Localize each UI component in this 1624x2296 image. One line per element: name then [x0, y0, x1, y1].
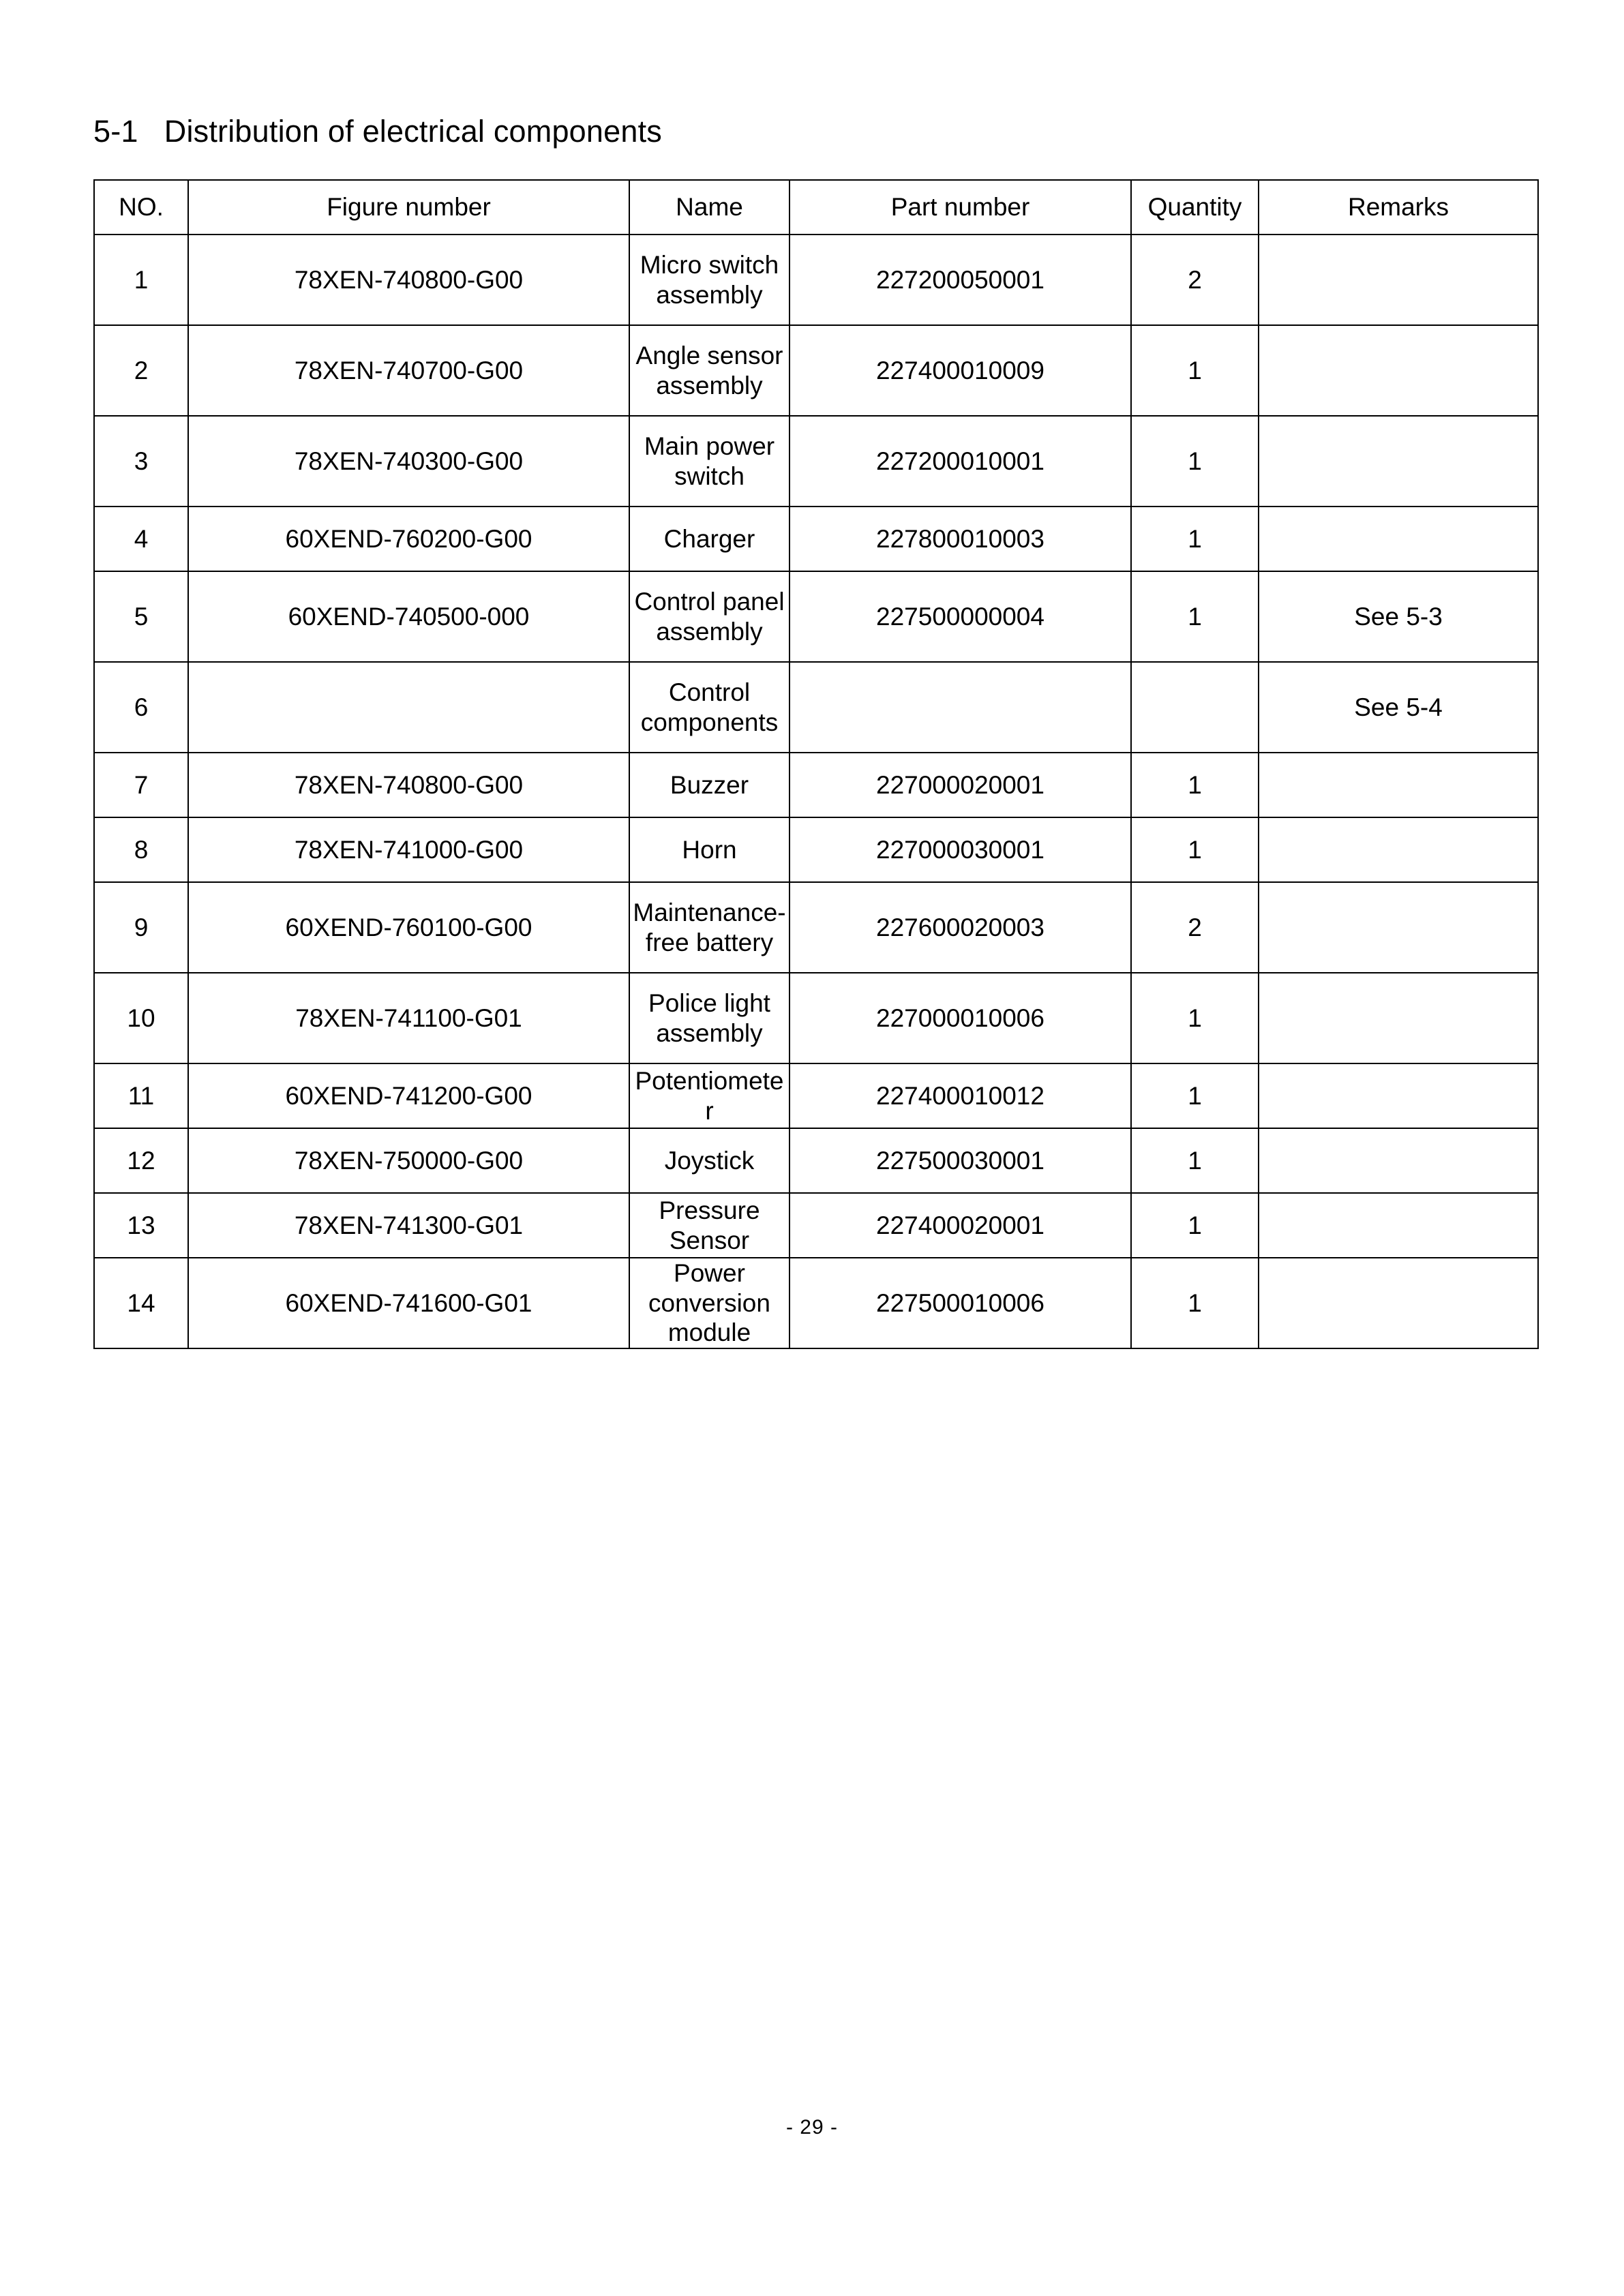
cell-part-number: 227000030001 [790, 817, 1131, 882]
cell-quantity: 1 [1131, 1063, 1259, 1128]
cell-figure: 78XEN-740700-G00 [188, 325, 629, 416]
cell-remarks [1259, 1063, 1538, 1128]
table-row [94, 1258, 1538, 1348]
cell-quantity: 2 [1131, 235, 1259, 325]
table-row [94, 416, 1538, 507]
cell-figure [188, 662, 629, 753]
cell-quantity: 1 [1131, 1258, 1259, 1348]
column-header-no: NO. [94, 180, 188, 235]
cell-figure: 60XEND-741200-G00 [188, 1063, 629, 1128]
cell-figure: 60XEND-741600-G01 [188, 1258, 629, 1348]
column-header-quantity: Quantity [1131, 180, 1259, 235]
table-header [94, 180, 1538, 235]
column-header-figure-number: Figure number [188, 180, 629, 235]
cell-no: 2 [94, 325, 188, 416]
cell-figure: 78XEN-740800-G00 [188, 235, 629, 325]
table-row [94, 753, 1538, 817]
cell-name: Angle sensor assembly [629, 325, 790, 416]
table-header-row [94, 180, 1538, 235]
cell-no: 6 [94, 662, 188, 753]
cell-figure: 78XEN-740300-G00 [188, 416, 629, 507]
table-row [94, 882, 1538, 973]
cell-remarks [1259, 973, 1538, 1063]
cell-name: Horn [629, 817, 790, 882]
electrical-components-table [93, 179, 1539, 1349]
page-title: 5-1 Distribution of electrical components [93, 114, 662, 149]
cell-name: Buzzer [629, 753, 790, 817]
cell-quantity: 1 [1131, 416, 1259, 507]
page-number: - 29 - [785, 2116, 839, 2139]
cell-name: Potentiometer [629, 1063, 790, 1128]
cell-no: 7 [94, 753, 188, 817]
cell-part-number: 227000020001 [790, 753, 1131, 817]
cell-figure: 78XEN-741100-G01 [188, 973, 629, 1063]
cell-part-number: 227400010012 [790, 1063, 1131, 1128]
cell-remarks [1259, 1193, 1538, 1258]
table-body [94, 235, 1538, 1348]
cell-remarks [1259, 235, 1538, 325]
cell-remarks [1259, 882, 1538, 973]
cell-name: Police light assembly [629, 973, 790, 1063]
table-row [94, 817, 1538, 882]
table-row [94, 235, 1538, 325]
cell-remarks [1259, 753, 1538, 817]
cell-name: Maintenance-free battery [629, 882, 790, 973]
cell-no: 1 [94, 235, 188, 325]
cell-quantity: 1 [1131, 507, 1259, 571]
cell-remarks: See 5-4 [1259, 662, 1538, 753]
table-row [94, 571, 1538, 662]
cell-figure: 78XEN-741000-G00 [188, 817, 629, 882]
column-header-remarks: Remarks [1259, 180, 1538, 235]
cell-quantity: 1 [1131, 571, 1259, 662]
cell-remarks [1259, 507, 1538, 571]
cell-part-number: 227400020001 [790, 1193, 1131, 1258]
cell-part-number: 227500030001 [790, 1128, 1131, 1193]
cell-remarks [1259, 817, 1538, 882]
cell-no: 3 [94, 416, 188, 507]
cell-figure: 78XEN-740800-G00 [188, 753, 629, 817]
cell-remarks: See 5-3 [1259, 571, 1538, 662]
cell-no: 5 [94, 571, 188, 662]
table-row [94, 1063, 1538, 1128]
cell-remarks [1259, 325, 1538, 416]
table-row [94, 1128, 1538, 1193]
cell-no: 14 [94, 1258, 188, 1348]
cell-no: 9 [94, 882, 188, 973]
cell-part-number: 227200010001 [790, 416, 1131, 507]
cell-name: Micro switch assembly [629, 235, 790, 325]
column-header-part-number: Part number [790, 180, 1131, 235]
cell-no: 8 [94, 817, 188, 882]
cell-name: Power conversion module [629, 1258, 790, 1348]
cell-quantity: 1 [1131, 753, 1259, 817]
cell-part-number: 227600020003 [790, 882, 1131, 973]
cell-remarks [1259, 1258, 1538, 1348]
cell-name: Pressure Sensor [629, 1193, 790, 1258]
cell-figure: 78XEN-741300-G01 [188, 1193, 629, 1258]
cell-part-number: 227200050001 [790, 235, 1131, 325]
cell-quantity: 1 [1131, 1193, 1259, 1258]
cell-no: 11 [94, 1063, 188, 1128]
cell-name: Control components [629, 662, 790, 753]
table-row [94, 507, 1538, 571]
cell-part-number: 227500000004 [790, 571, 1131, 662]
cell-figure: 60XEND-740500-000 [188, 571, 629, 662]
cell-part-number: 227500010006 [790, 1258, 1131, 1348]
cell-no: 13 [94, 1193, 188, 1258]
table-row [94, 973, 1538, 1063]
cell-quantity [1131, 662, 1259, 753]
cell-figure: 60XEND-760200-G00 [188, 507, 629, 571]
cell-quantity: 1 [1131, 817, 1259, 882]
table-row [94, 1193, 1538, 1258]
cell-figure: 60XEND-760100-G00 [188, 882, 629, 973]
cell-quantity: 1 [1131, 1128, 1259, 1193]
table-row [94, 325, 1538, 416]
cell-quantity: 2 [1131, 882, 1259, 973]
cell-no: 12 [94, 1128, 188, 1193]
cell-quantity: 1 [1131, 325, 1259, 416]
cell-part-number: 227400010009 [790, 325, 1131, 416]
cell-quantity: 1 [1131, 973, 1259, 1063]
cell-no: 10 [94, 973, 188, 1063]
cell-name: Charger [629, 507, 790, 571]
cell-remarks [1259, 416, 1538, 507]
cell-part-number: 227800010003 [790, 507, 1131, 571]
column-header-name: Name [629, 180, 790, 235]
cell-part-number [790, 662, 1131, 753]
cell-remarks [1259, 1128, 1538, 1193]
cell-figure: 78XEN-750000-G00 [188, 1128, 629, 1193]
cell-name: Main power switch [629, 416, 790, 507]
cell-name: Joystick [629, 1128, 790, 1193]
cell-name: Control panel assembly [629, 571, 790, 662]
cell-part-number: 227000010006 [790, 973, 1131, 1063]
cell-no: 4 [94, 507, 188, 571]
table-row [94, 662, 1538, 753]
